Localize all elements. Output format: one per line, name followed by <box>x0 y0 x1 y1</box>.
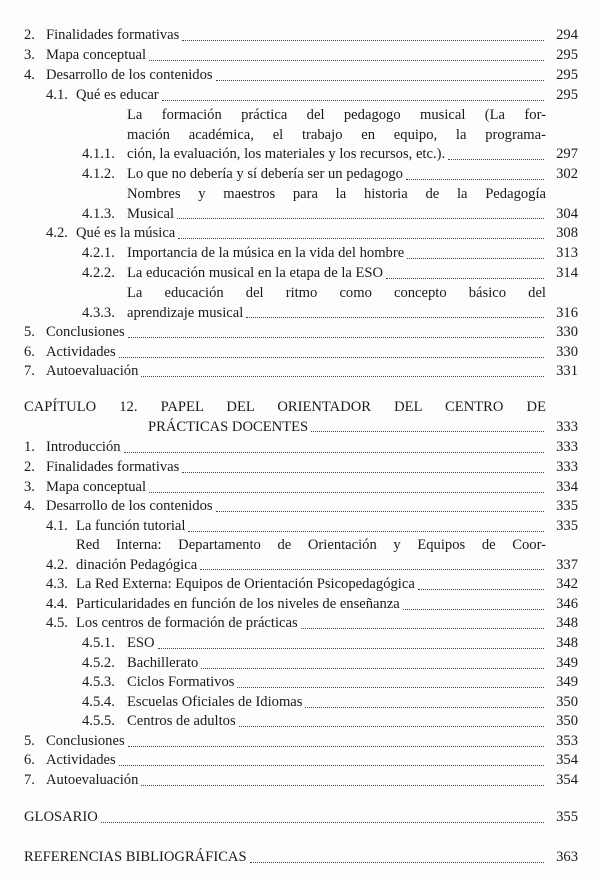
dot-leader <box>418 588 544 590</box>
toc-entry-title: ción, la evaluación, los materiales y los recursos, etc.). <box>127 146 446 163</box>
toc-entry <box>46 517 578 537</box>
dot-leader <box>250 861 544 863</box>
toc-entry-page-number: 333 <box>556 439 578 455</box>
toc-entry-page-number: 354 <box>556 752 578 768</box>
toc-entry <box>82 185 578 224</box>
toc-entry-title: Mapa conceptual <box>46 479 147 495</box>
toc-entry <box>24 438 578 458</box>
toc-entry-title: ESO <box>127 635 155 651</box>
toc-entry-page-number: 355 <box>556 809 578 825</box>
toc-entry-number: 7. <box>24 772 35 788</box>
dot-leader <box>149 59 544 61</box>
toc-entry-page-number: 346 <box>556 596 578 612</box>
toc-entry <box>24 732 578 752</box>
toc-entry-number: 3. <box>24 479 35 495</box>
toc-entry-number: 6. <box>24 344 35 360</box>
toc-entry-number: 5. <box>24 324 35 340</box>
dot-leader <box>311 430 544 432</box>
toc-entry-title: Escuelas Oficiales de Idiomas <box>127 694 303 710</box>
dot-leader <box>305 706 544 708</box>
dot-leader <box>182 39 544 41</box>
toc-entry <box>82 284 578 323</box>
toc-entry <box>46 86 578 106</box>
toc-entry-title: Lo que no debería y sí debería ser un pedagogo <box>127 166 403 182</box>
toc-entry-title: Conclusiones <box>46 733 125 749</box>
toc-entry-page-number: 348 <box>556 615 578 631</box>
toc-entry <box>24 362 578 382</box>
toc-entry <box>24 497 578 517</box>
toc-entry-number: 4.2.2. <box>82 265 115 281</box>
toc-entry <box>82 634 578 654</box>
toc-entry <box>24 848 578 868</box>
toc-entry-number: 4.5.2. <box>82 655 115 671</box>
toc-entry-number: 1. <box>24 439 35 455</box>
dot-leader <box>124 451 544 453</box>
toc-entry-title: Finalidades formativas <box>46 27 180 43</box>
dot-leader <box>101 821 544 823</box>
dot-leader <box>216 510 544 512</box>
dot-leader <box>200 568 544 570</box>
toc-entry <box>82 106 578 165</box>
dot-leader <box>407 257 544 259</box>
toc-entry-number: 4. <box>24 498 35 514</box>
toc-entry-title: Qué es la música <box>76 225 176 241</box>
toc-entry-number: 5. <box>24 733 35 749</box>
toc-entry <box>24 478 578 498</box>
toc-entry <box>24 751 578 771</box>
toc-entry-title: REFERENCIAS BIBLIOGRÁFICAS <box>24 849 247 865</box>
toc-entry <box>24 808 578 828</box>
toc-entry <box>46 224 578 244</box>
toc-entry-title: Conclusiones <box>46 324 125 340</box>
toc-entry-title: La educación del ritmo como concepto básico del <box>127 285 546 301</box>
toc-entry <box>24 771 578 791</box>
toc-entry-number: 4.1. <box>46 518 68 534</box>
toc-entry-number: 4.1.1. <box>82 146 115 163</box>
dot-leader <box>128 336 544 338</box>
toc-entry-number: 3. <box>24 47 35 63</box>
dot-leader <box>403 608 544 610</box>
toc-entry-number: 4.2.1. <box>82 245 115 261</box>
toc-entry-number: 4.5.5. <box>82 713 115 729</box>
toc-entry <box>24 26 578 46</box>
toc-entry <box>82 654 578 674</box>
toc-entry <box>24 458 578 478</box>
toc-entry <box>46 575 578 595</box>
toc-entry <box>24 398 578 437</box>
toc-entry-title: Ciclos Formativos <box>127 674 235 690</box>
dot-leader <box>182 471 544 473</box>
toc-entry-title: dinación Pedagógica <box>76 556 198 573</box>
toc-entry-page-number: 335 <box>556 498 578 514</box>
dot-leader <box>201 667 544 669</box>
toc-entry-title: Introducción <box>46 439 121 455</box>
toc-entry-title: Qué es educar <box>76 87 159 103</box>
dot-leader <box>386 277 544 279</box>
toc-entry-title: aprendizaje musical <box>127 304 244 321</box>
toc-entry-number: 4.3. <box>46 576 68 592</box>
dot-leader <box>149 491 544 493</box>
toc-entry-number: 4.2. <box>46 556 68 573</box>
toc-entry-page-number: 354 <box>556 772 578 788</box>
toc-entry-title: Finalidades formativas <box>46 459 180 475</box>
toc-entry <box>24 323 578 343</box>
toc-entry-page-number: 349 <box>556 674 578 690</box>
toc-entry-title: Bachillerato <box>127 655 199 671</box>
toc-entry-title: Actividades <box>46 752 116 768</box>
toc-entry <box>24 66 578 86</box>
toc-entry-title: Desarrollo de los contenidos <box>46 498 213 514</box>
toc-entry-page-number: 302 <box>556 166 578 182</box>
dot-leader <box>448 158 544 160</box>
toc-entry-title: GLOSARIO <box>24 809 98 825</box>
toc-entry-page-number: 330 <box>556 344 578 360</box>
dot-leader <box>216 79 544 81</box>
toc-entry-title: La formación práctica del pedagogo musical (La for- <box>127 107 546 123</box>
dot-leader <box>177 217 544 219</box>
toc-entry-page-number: 333 <box>556 418 578 435</box>
toc-entry-page-number: 337 <box>556 556 578 573</box>
dot-leader <box>301 627 544 629</box>
toc-entry-number: 4. <box>24 67 35 83</box>
toc-entry-page-number: 342 <box>556 576 578 592</box>
toc-entry <box>24 46 578 66</box>
toc-entry-page-number: 295 <box>556 47 578 63</box>
toc-entry <box>82 712 578 732</box>
toc-entry-page-number: 349 <box>556 655 578 671</box>
dot-leader <box>237 686 544 688</box>
toc-entry-title: Importancia de la música en la vida del hombre <box>127 245 405 261</box>
toc-entry-page-number: 350 <box>556 694 578 710</box>
toc-entry-page-number: 333 <box>556 459 578 475</box>
toc-entry <box>82 693 578 713</box>
toc-entry <box>24 343 578 363</box>
dot-leader <box>128 745 544 747</box>
toc-entry-page-number: 316 <box>556 304 578 321</box>
toc-entry-number: 4.2. <box>46 225 68 241</box>
dot-leader <box>119 764 544 766</box>
toc-entry-number: 4.5.3. <box>82 674 115 690</box>
toc-entry-page-number: 353 <box>556 733 578 749</box>
toc-entry-title: mación académica, el trabajo en equipo, la programa- <box>127 126 546 143</box>
toc-entry-page-number: 334 <box>556 479 578 495</box>
toc-entry-title: Desarrollo de los contenidos <box>46 67 213 83</box>
toc-entry <box>82 244 578 264</box>
dot-leader <box>158 647 544 649</box>
toc-entry-number: 4.1. <box>46 87 68 103</box>
toc-entry <box>46 595 578 615</box>
toc-entry <box>82 165 578 185</box>
toc-entry-number: 4.5.1. <box>82 635 115 651</box>
toc-entry-number: 2. <box>24 27 35 43</box>
toc-entry-title: Particularidades en función de los niveles de enseñanza <box>76 596 400 612</box>
dot-leader <box>141 784 544 786</box>
toc-entry-page-number: 297 <box>556 146 578 163</box>
dot-leader <box>406 178 544 180</box>
toc-entry-title: Centros de adultos <box>127 713 236 729</box>
toc-entry-number: 4.5.4. <box>82 694 115 710</box>
dot-leader <box>178 237 544 239</box>
dot-leader <box>141 375 544 377</box>
toc-entry-number: 4.1.2. <box>82 166 115 182</box>
toc-entry-page-number: 294 <box>556 27 578 43</box>
toc-entry-title: Nombres y maestros para la historia de la Pedagogía <box>127 186 546 202</box>
toc-entry <box>46 536 578 575</box>
toc-entry-number: 4.4. <box>46 596 68 612</box>
toc-entry-title: La función tutorial <box>76 518 186 534</box>
toc-entry-page-number: 330 <box>556 324 578 340</box>
dot-leader <box>162 99 544 101</box>
toc-entry-number: 6. <box>24 752 35 768</box>
toc-entry-page-number: 314 <box>556 265 578 281</box>
toc-entry-page-number: 350 <box>556 713 578 729</box>
toc-entry-page-number: 295 <box>556 87 578 103</box>
dot-leader <box>188 530 544 532</box>
toc-entry-title: La Red Externa: Equipos de Orientación Psicopedagógica <box>76 576 415 592</box>
toc-entry-page-number: 331 <box>556 363 578 379</box>
toc-entry-title: Mapa conceptual <box>46 47 147 63</box>
toc-entry-title: Actividades <box>46 344 116 360</box>
toc-entry-title: Autoevaluación <box>46 772 139 788</box>
toc-entry-number: 4.1.3. <box>82 205 115 222</box>
dot-leader <box>246 316 544 318</box>
toc-entry-title: Musical <box>127 205 175 222</box>
toc-entry-page-number: 295 <box>556 67 578 83</box>
toc-entry <box>82 264 578 284</box>
toc-entry-title: PRÁCTICAS DOCENTES <box>148 418 309 435</box>
toc-entry-number: 2. <box>24 459 35 475</box>
toc-entry-number: 7. <box>24 363 35 379</box>
toc-entry-title: Red Interna: Departamento de Orientación y Equipos de Coor- <box>76 537 546 553</box>
toc-entry-title: Autoevaluación <box>46 363 139 379</box>
dot-leader <box>239 725 544 727</box>
toc-entry-number: 4.5. <box>46 615 68 631</box>
toc-entry-page-number: 335 <box>556 518 578 534</box>
toc-entry-title: CAPÍTULO 12. PAPEL DEL ORIENTADOR DEL CENTRO DE <box>24 399 546 415</box>
toc-entry-page-number: 313 <box>556 245 578 261</box>
toc-entry-title: La educación musical en la etapa de la ESO <box>127 265 384 281</box>
toc-entry-page-number: 304 <box>556 205 578 222</box>
toc-entry-page-number: 308 <box>556 225 578 241</box>
toc-entry <box>82 673 578 693</box>
toc-entry-title: Los centros de formación de prácticas <box>76 615 298 631</box>
toc-entry-page-number: 363 <box>556 849 578 865</box>
dot-leader <box>119 356 544 358</box>
toc-entry-number: 4.3.3. <box>82 304 115 321</box>
toc-entry-page-number: 348 <box>556 635 578 651</box>
toc-entry <box>46 614 578 634</box>
